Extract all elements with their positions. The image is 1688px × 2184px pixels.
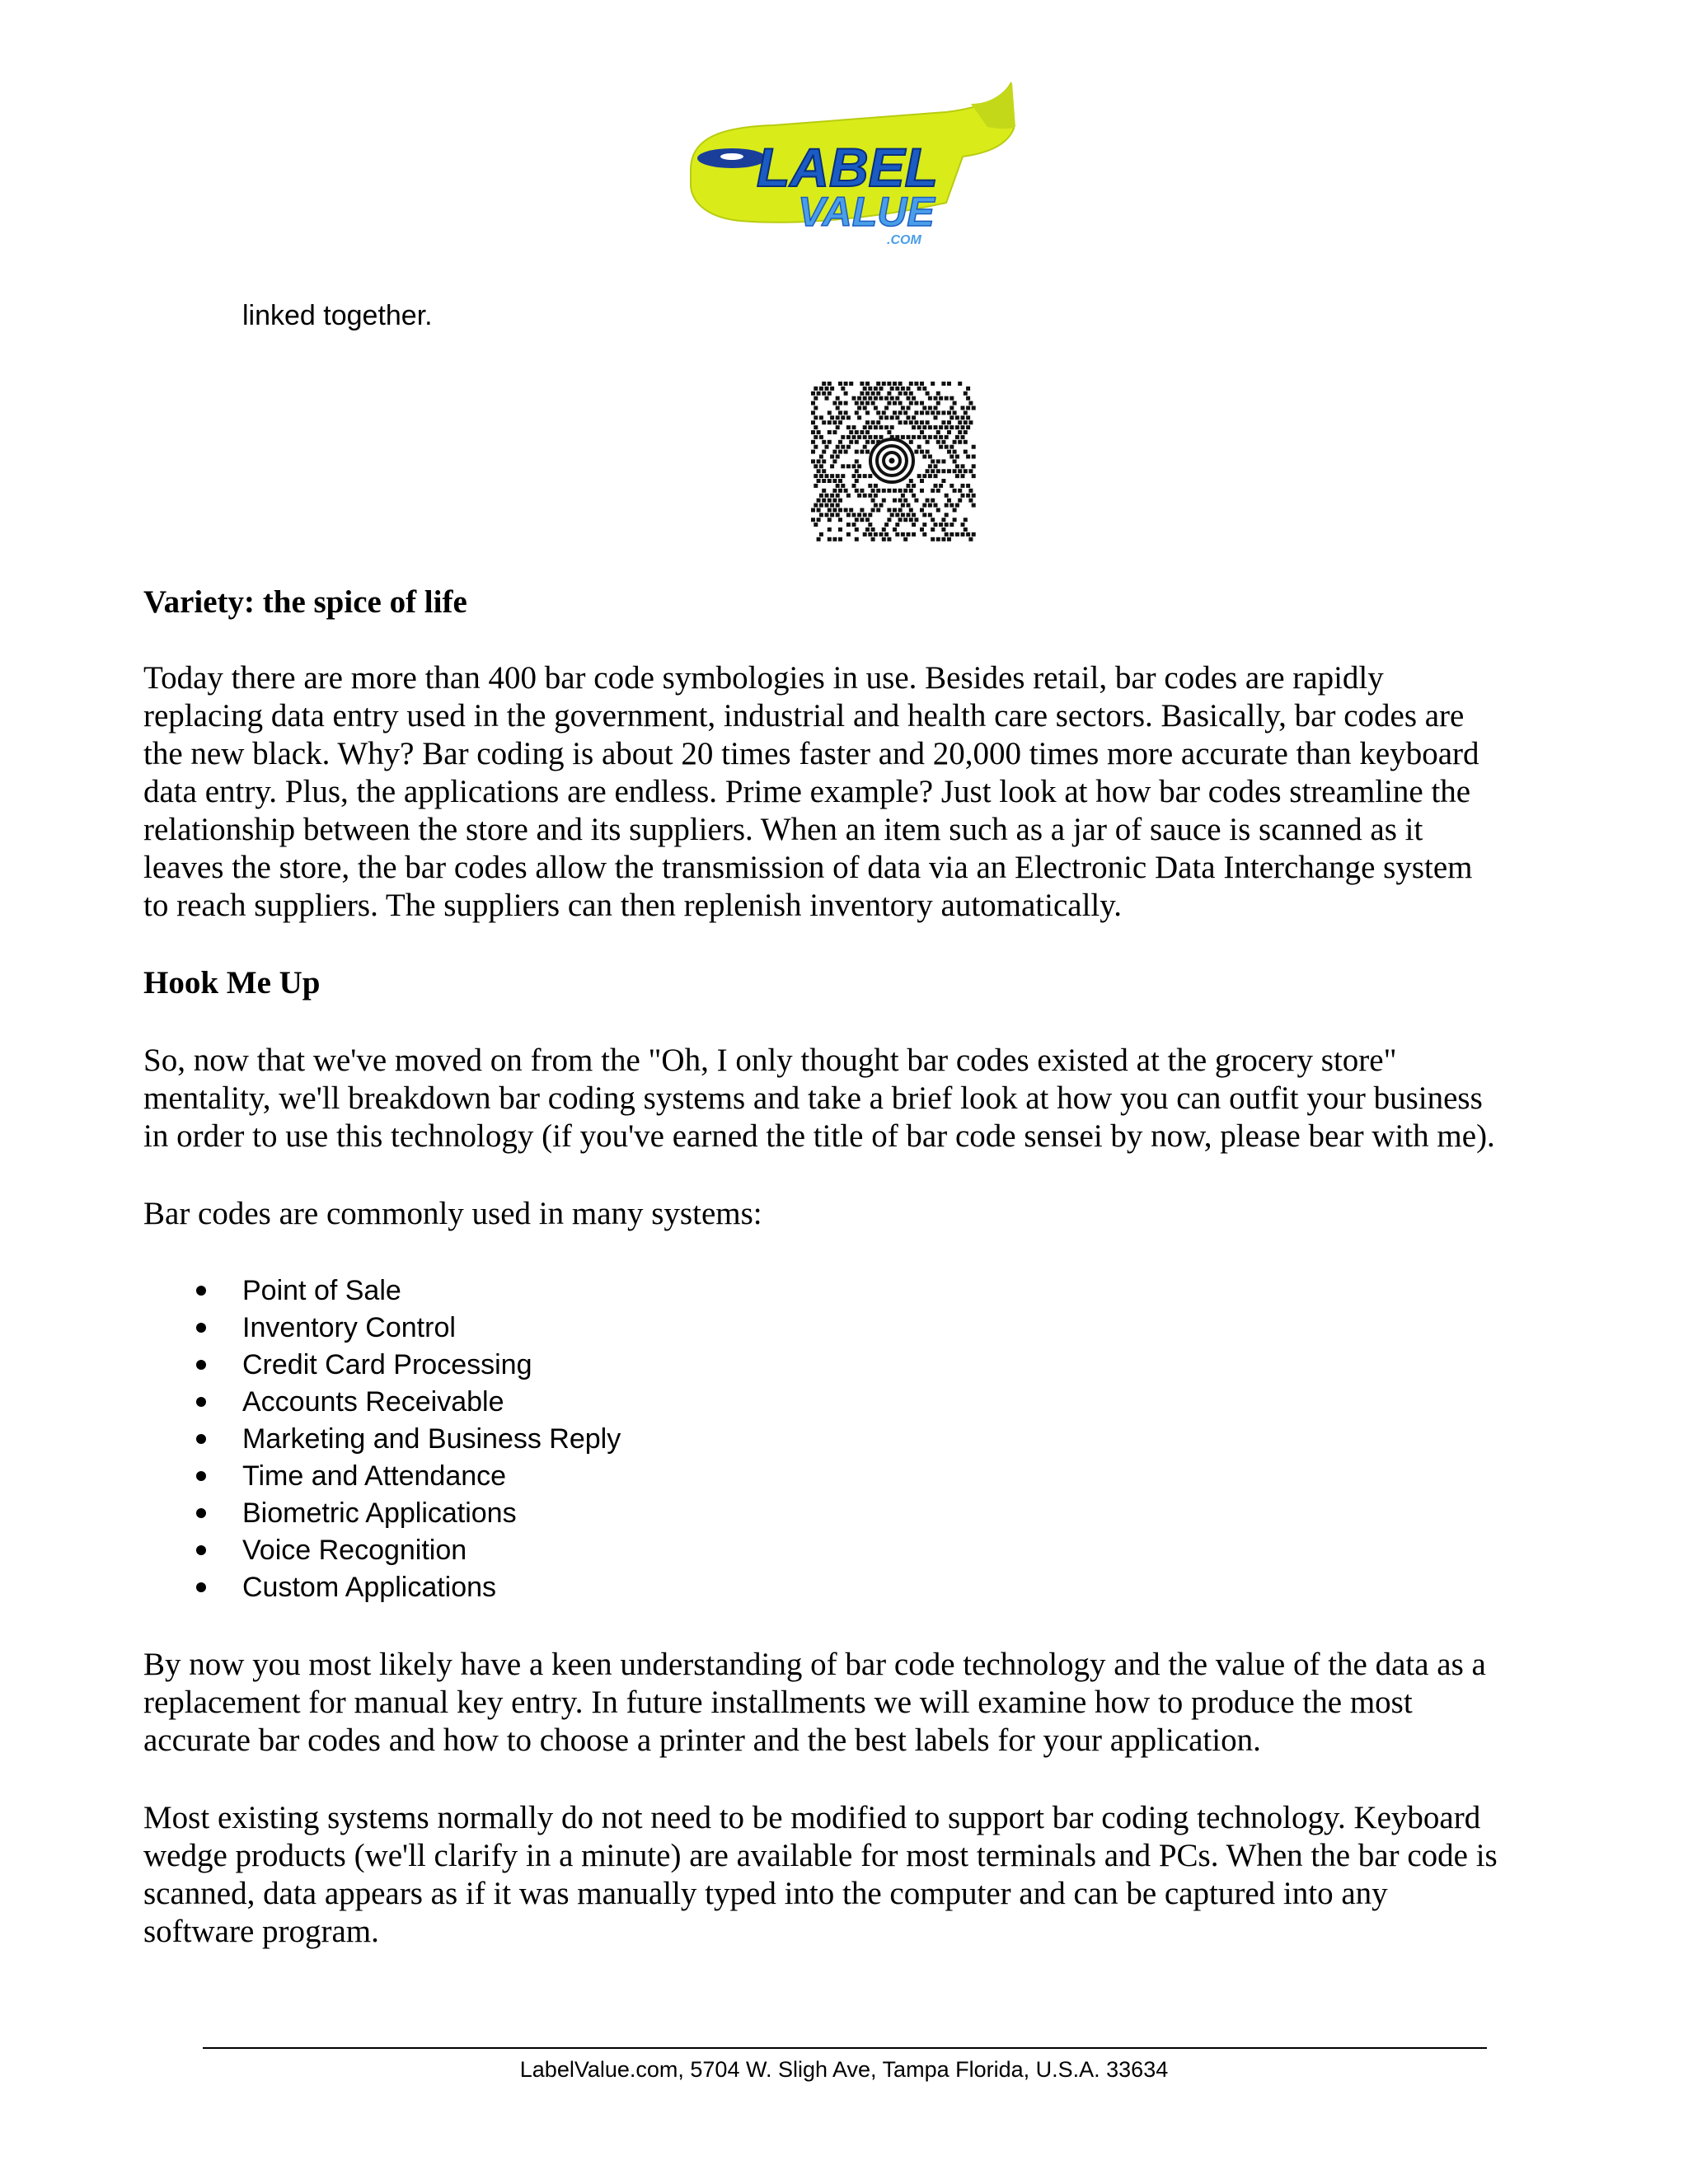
paragraph-variety [143,659,1561,925]
list-item: Voice Recognition [143,1532,1561,1569]
text-line: leaves the store, the bar codes allow the transmission of data via an Electronic Data Interchange system [143,850,1473,885]
logo-label-text: LABEL [757,137,938,198]
text-line: So, now that we've moved on from the "Oh, I only thought bar codes existed at the grocery store" [143,1043,1397,1078]
bullet-icon [196,1397,206,1407]
bullet-icon [196,1323,206,1333]
systems-list [143,1272,1561,1606]
text-line: wedge products (we'll clarify in a minute) are available for most terminals and PCs. When the bar code is [143,1838,1498,1873]
maxicode-2d-barcode-icon [808,379,976,542]
paragraph-hook [143,1042,1561,1155]
bullet-icon [196,1360,206,1370]
paragraph-keyboard-wedge [143,1799,1561,1951]
text-line: data entry. Plus, the applications are endless. Prime example? Just look at how bar codes streamline the [143,774,1471,809]
bullet-icon [196,1582,206,1592]
text-line: accurate bar codes and how to choose a printer and the best labels for your application. [143,1722,1261,1758]
list-item: Marketing and Business Reply [143,1421,1561,1458]
list-item: Time and Attendance [143,1458,1561,1495]
section-heading-variety: Variety: the spice of life [143,584,467,620]
text-line: Today there are more than 400 bar code symbologies in use. Besides retail, bar codes are rapidly [143,660,1384,696]
text-line: relationship between the store and its suppliers. When an item such as a jar of sauce is scanned as it [143,812,1423,847]
footer-divider [203,2047,1487,2049]
list-item: Biometric Applications [143,1495,1561,1532]
list-item: Inventory Control [143,1310,1561,1347]
text-line: Most existing systems normally do not need to be modified to support bar coding technology. Keyboard [143,1800,1481,1835]
footer-address: LabelValue.com, 5704 W. Sligh Ave, Tampa Florida, U.S.A. 33634 [519,2057,1169,2082]
labelvalue-logo [674,79,1020,260]
bullet-icon [196,1286,206,1296]
bullet-icon [196,1508,206,1518]
article-body [143,583,1561,1951]
continued-text-fragment: linked together. [242,300,433,331]
text-line: in order to use this technology (if you've earned the title of bar code sensei by now, please bear with me). [143,1118,1495,1154]
section-heading-hook: Hook Me Up [143,965,321,1001]
text-line: replacing data entry used in the government, industrial and health care sectors. Basically, bar codes are [143,698,1465,733]
text-line: replacement for manual key entry. In future installments we will examine how to produce the most [143,1685,1413,1720]
bullet-icon [196,1545,206,1555]
list-item: Credit Card Processing [143,1347,1561,1384]
text-line: scanned, data appears as if it was manually typed into the computer and can be captured into any [143,1876,1388,1911]
paragraph-summary [143,1646,1561,1760]
logo-com-text: .COM [887,233,921,247]
list-item: Point of Sale [143,1272,1561,1310]
list-item: Accounts Receivable [143,1384,1561,1421]
text-line: to reach suppliers. The suppliers can then replenish inventory automatically. [143,888,1122,923]
list-item: Custom Applications [143,1569,1561,1606]
bullet-icon [196,1471,206,1481]
text-line: the new black. Why? Bar coding is about 20 times faster and 20,000 times more accurate than keyboard [143,736,1479,771]
list-intro: Bar codes are commonly used in many systems: [143,1196,762,1231]
bullet-icon [196,1434,206,1444]
text-line: mentality, we'll breakdown bar coding systems and take a brief look at how you can outfit your business [143,1080,1483,1116]
logo-value-text: VALUE [798,189,935,235]
text-line: By now you most likely have a keen understanding of bar code technology and the value of the data as a [143,1647,1486,1682]
text-line: software program. [143,1914,379,1949]
